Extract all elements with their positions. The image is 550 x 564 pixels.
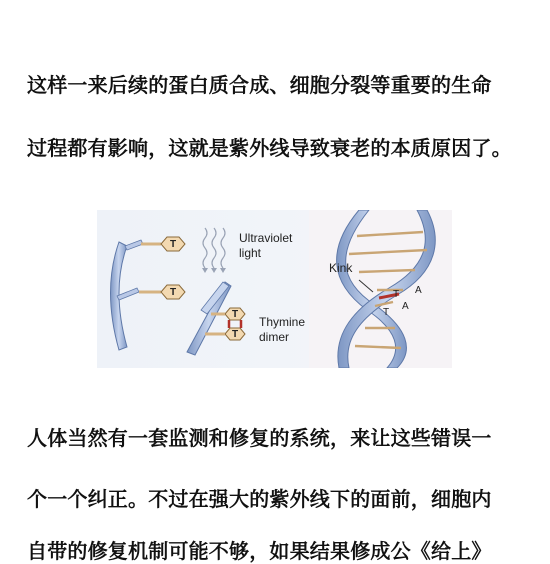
thymine-dimer-figure [97,210,452,368]
base-label-t-5: T [393,289,400,300]
base-label-t-6: T [383,307,390,318]
paragraph-1-line-1: 这样一来后续的蛋白质合成、细胞分裂等重要的生命 [27,73,492,97]
dimer-label-line-2: dimer [259,330,290,344]
base-label-t-3: T [232,309,239,320]
uv-label-line-1: Ultraviolet [239,231,293,245]
kink-label: Kink [329,261,353,275]
paragraph-2-line-1: 人体当然有一套监测和修复的系统，来让这些错误一 [27,426,492,450]
base-label-t-4: T [232,329,239,340]
dimer-label-line-1: Thymine [259,315,306,329]
paragraph-2-line-2: 个一个纠正。不过在强大的紫外线下的面前，细胞内 [27,487,492,511]
base-label-a-1: A [415,285,422,296]
base-label-a-2: A [402,301,409,312]
base-label-t-1: T [170,239,177,250]
base-label-t-2: T [170,287,177,298]
paragraph-2-line-3: 自带的修复机制可能不够，如果结果修成公《给上》 [27,539,492,563]
paragraph-1-line-2: 过程都有影响，这就是紫外线导致衰老的本质原因了。 [27,136,512,160]
uv-label-line-2: light [239,246,262,260]
